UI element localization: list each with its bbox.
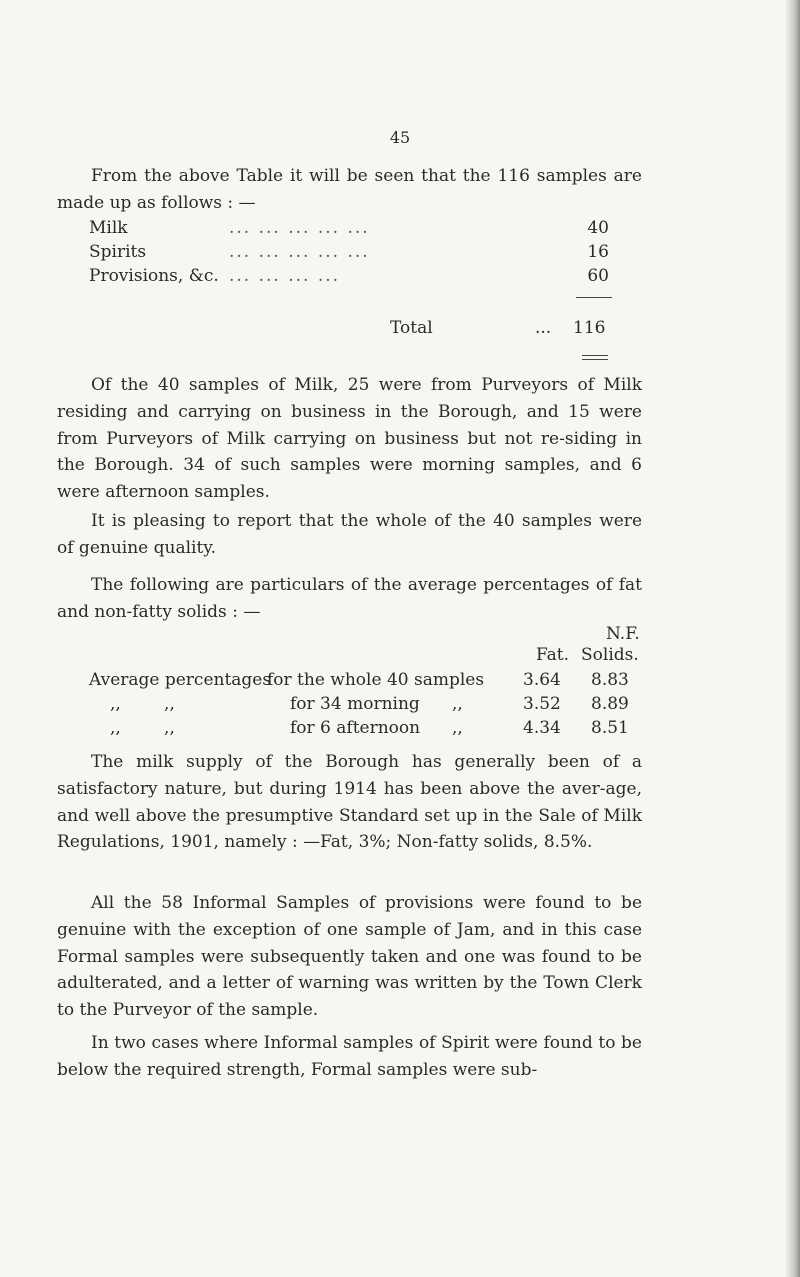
following-text: The following are particulars of the average percentages of fat and non-fatty solids : — bbox=[57, 575, 642, 622]
row-label-a: ,, ,, bbox=[110, 694, 175, 714]
row-nf-value: 8.89 bbox=[591, 694, 629, 714]
following-paragraph bbox=[57, 572, 642, 626]
double-rule-top bbox=[582, 355, 608, 356]
leader-dots: ... ... ... ... ... bbox=[229, 242, 370, 262]
row-label-b: for 34 morning bbox=[290, 694, 420, 714]
row-fat-value: 3.52 bbox=[523, 694, 561, 714]
supply-text: The milk supply of the Borough has generally been of a satisfactory nature, but during 1914 has been above the aver-age, and well above the presumptive Standard set up in the Sale of Milk Regulations, 1901, namely : —Fat, 3%; Non-fatty solids, 8.5%. bbox=[57, 752, 642, 853]
page-number: 45 bbox=[389, 128, 411, 147]
samples-list bbox=[89, 218, 609, 290]
double-rule-bottom bbox=[582, 359, 608, 360]
spirit-paragraph bbox=[57, 1030, 642, 1084]
sample-count: 40 bbox=[587, 218, 609, 238]
total-count: 116 bbox=[573, 318, 606, 338]
intro-paragraph bbox=[57, 163, 642, 217]
intro-text: From the above Table it will be seen that the 116 samples are made up as follows : — bbox=[57, 166, 642, 213]
sample-name: Provisions, &c. bbox=[89, 266, 219, 286]
list-item bbox=[89, 266, 609, 290]
milk-paragraph bbox=[57, 372, 642, 506]
sample-name: Spirits bbox=[89, 242, 147, 262]
row-label-a: ,, ,, bbox=[110, 718, 175, 738]
pleasing-text: It is pleasing to report that the whole of the 40 samples were of genuine quality. bbox=[57, 511, 642, 558]
spirit-text: In two cases where Informal samples of Spirit were found to be below the required strength, Formal samples were sub- bbox=[57, 1033, 642, 1080]
pleasing-paragraph bbox=[57, 508, 642, 562]
sample-count: 16 bbox=[587, 242, 609, 262]
col-header-fat: Fat. bbox=[536, 645, 570, 665]
row-ditto: ,, bbox=[452, 694, 463, 714]
row-label-a: Average percentages bbox=[89, 670, 272, 690]
sample-count: 60 bbox=[587, 266, 609, 286]
col-header-nf-2: Solids. bbox=[581, 645, 639, 665]
row-fat-value: 3.64 bbox=[523, 670, 561, 690]
row-ditto: ,, bbox=[452, 718, 463, 738]
col-header-nf-1: N.F. bbox=[606, 624, 640, 644]
informal-text: All the 58 Informal Samples of provisions were found to be genuine with the exception of one sample of Jam, and in this case Formal samples were subsequently taken and one was found to be adulterated, and a letter of warning was written by the Town Clerk to the Purveyor of the sample. bbox=[57, 893, 642, 1021]
row-label-b: for the whole 40 samples bbox=[267, 670, 485, 690]
total-label: Total bbox=[390, 318, 433, 338]
row-fat-value: 4.34 bbox=[523, 718, 561, 738]
row-label-b: for 6 afternoon bbox=[290, 718, 421, 738]
row-nf-value: 8.51 bbox=[591, 718, 629, 738]
supply-paragraph bbox=[57, 749, 642, 856]
leader-dots: ... ... ... ... bbox=[229, 266, 341, 286]
total-dots: ... bbox=[535, 318, 552, 338]
informal-paragraph bbox=[57, 890, 642, 1024]
page-edge-shadow bbox=[786, 0, 800, 1277]
sum-rule bbox=[576, 297, 612, 298]
list-item bbox=[89, 218, 609, 242]
list-item bbox=[89, 242, 609, 266]
milk-text: Of the 40 samples of Milk, 25 were from Purveyors of Milk residing and carrying on business in the Borough, and 15 were from Purveyors of Milk carrying on business but not re-siding in the Borough. 34 of such samples were morning samples, and 6 were afternoon samples. bbox=[57, 375, 642, 503]
leader-dots: ... ... ... ... ... bbox=[229, 218, 370, 238]
sample-name: Milk bbox=[89, 218, 128, 238]
row-nf-value: 8.83 bbox=[591, 670, 629, 690]
